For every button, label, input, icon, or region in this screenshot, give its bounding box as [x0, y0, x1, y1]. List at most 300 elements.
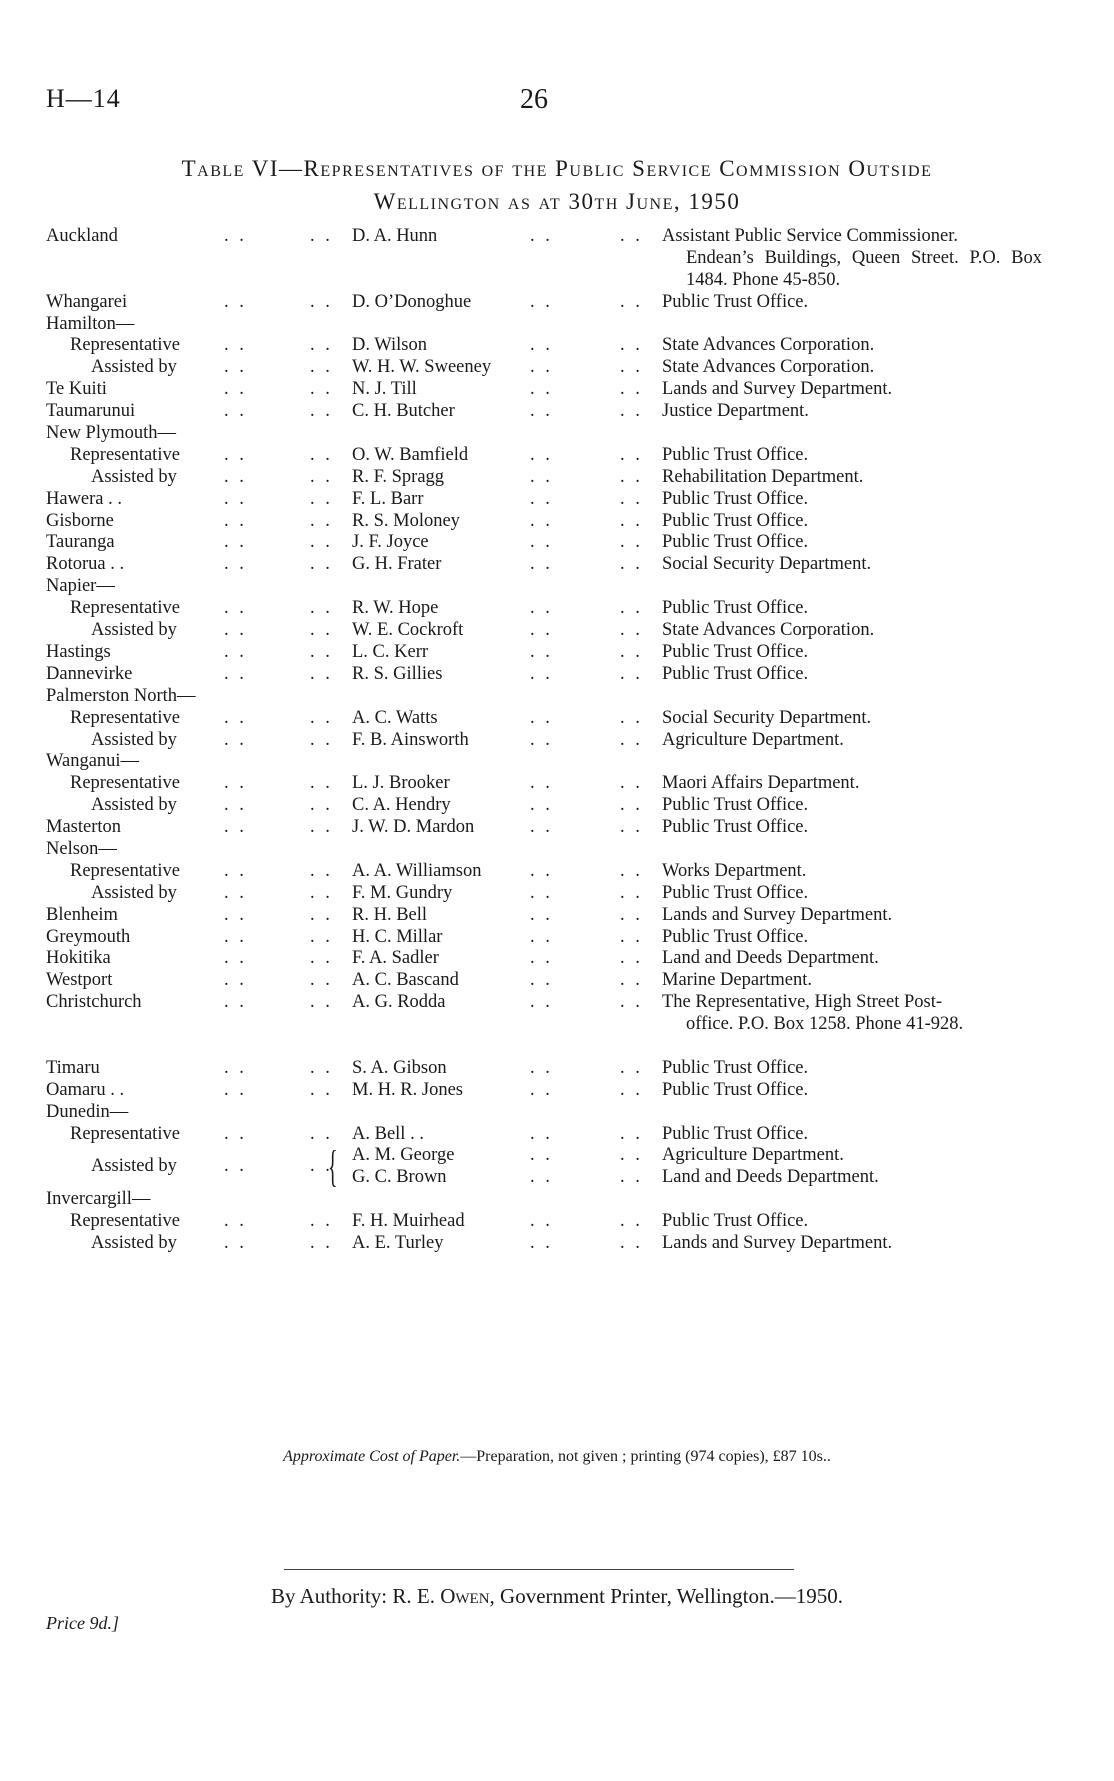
leader-dots: . . [620, 554, 643, 575]
place-label: Timaru [46, 1057, 100, 1078]
leader-dots: . . [620, 335, 643, 356]
leader-dots: . . [224, 729, 247, 750]
representative-name: C. H. Butcher [352, 401, 455, 422]
leader-dots: . . [310, 554, 333, 575]
leader-dots: . . [530, 401, 553, 422]
department-text: Public Trust Office. [662, 882, 809, 903]
table-row [0, 1142, 1114, 1192]
department [662, 401, 1042, 423]
table-row [0, 970, 1114, 992]
table-row [0, 708, 1114, 730]
leader-dots: . . [530, 1233, 553, 1254]
place-label: Auckland [46, 226, 118, 246]
leader-dots: . . [310, 904, 333, 925]
representative-name: L. J. Brooker [352, 773, 450, 794]
leader-dots: . . [530, 729, 553, 750]
page-number: 26 [520, 84, 548, 115]
table-row [0, 314, 1114, 336]
department-text: State Advances Corporation. [662, 620, 875, 641]
cost-text: —Preparation, not given ; printing (974 copies), £87 10s.. [460, 1448, 831, 1465]
table-row [0, 226, 1114, 292]
leader-dots: . . [530, 466, 553, 487]
leader-dots: . . [620, 860, 643, 881]
department-text: Land and Deeds Department. [662, 1167, 879, 1188]
department-text: Works Department. [662, 860, 807, 881]
place-label: Representative [70, 1211, 180, 1232]
representative-name: W. E. Cockroft [352, 620, 464, 641]
department-text: Public Trust Office. [662, 641, 809, 662]
table-row [0, 1211, 1114, 1233]
leader-dots: . . [620, 882, 643, 903]
leader-dots: . . [310, 488, 333, 509]
leader-dots: . . [620, 795, 643, 816]
department [662, 1058, 1042, 1080]
place-label: Taumarunui [46, 401, 136, 422]
representative-name: A. M. George [352, 1145, 455, 1166]
table-title-line-1: Table VI—Representatives of the Public Service Commission Outside [181, 156, 933, 181]
table-row [0, 598, 1114, 620]
leader-dots: . . [224, 510, 247, 531]
table-row [0, 335, 1114, 357]
leader-dots: . . [224, 401, 247, 422]
leader-dots: . . [310, 444, 333, 465]
authority-line [0, 1584, 1114, 1609]
leader-dots: . . [310, 532, 333, 553]
leader-dots: . . [530, 554, 553, 575]
place-label: Representative [70, 707, 180, 728]
leader-dots: . . [530, 226, 553, 246]
table-row [0, 401, 1114, 423]
department [662, 357, 1042, 379]
table-row [0, 423, 1114, 445]
leader-dots: . . [224, 904, 247, 925]
department [662, 1145, 1042, 1167]
leader-dots: . . [310, 970, 333, 991]
leader-dots: . . [224, 773, 247, 794]
leader-dots: . . [310, 1233, 333, 1254]
department [662, 620, 1042, 642]
authority-prefix: By Authority: R. E. [271, 1584, 441, 1608]
representative-name: N. J. Till [352, 379, 417, 400]
department [662, 532, 1042, 554]
leader-dots: . . [310, 291, 333, 312]
table-row [0, 1102, 1114, 1124]
table-row [0, 642, 1114, 664]
place-label: Hokitika [46, 948, 111, 969]
place-label: Blenheim [46, 904, 118, 925]
leader-dots: . . [530, 904, 553, 925]
leader-dots: . . [620, 379, 643, 400]
representative-name: J. F. Joyce [352, 532, 429, 553]
leader-dots: . . [224, 663, 247, 684]
leader-dots: . . [224, 532, 247, 553]
leader-dots: . . [224, 882, 247, 903]
leader-dots: . . [224, 707, 247, 728]
leader-dots: . . [310, 663, 333, 684]
department [662, 1080, 1042, 1102]
table-row [0, 686, 1114, 708]
leader-dots: . . [224, 1079, 247, 1100]
leader-dots: . . [224, 970, 247, 991]
place-label: Hamilton— [46, 313, 135, 334]
department [662, 708, 1042, 730]
table-row [0, 839, 1114, 861]
leader-dots: . . [224, 992, 247, 1013]
leader-dots: . . [530, 444, 553, 465]
leader-dots: . . [530, 773, 553, 794]
department-text: Public Trust Office. [662, 1123, 809, 1144]
leader-dots: . . [224, 335, 247, 356]
department-text: State Advances Corporation. [662, 335, 875, 356]
department [662, 1233, 1042, 1255]
department-text: State Advances Corporation. [662, 357, 875, 378]
place-label: Dunedin— [46, 1101, 129, 1122]
place-label: Representative [70, 860, 180, 881]
place-label: Tauranga [46, 532, 115, 553]
representative-name: D. O’Donoghue [352, 291, 472, 312]
department-text: Social Security Department. [662, 554, 872, 575]
leader-dots: . . [224, 379, 247, 400]
department-text: Marine Department. [662, 970, 812, 991]
leader-dots: . . [310, 948, 333, 969]
leader-dots: . . [310, 992, 333, 1013]
leader-dots: . . [530, 598, 553, 619]
place-label: Representative [70, 1123, 180, 1144]
place-label: Dannevirke [46, 663, 133, 684]
leader-dots: . . [530, 926, 553, 947]
table-row [0, 948, 1114, 970]
table-row [0, 905, 1114, 927]
leader-dots: . . [310, 817, 333, 838]
representative-name: G. C. Brown [352, 1167, 447, 1188]
department-text: Public Trust Office. [662, 598, 809, 619]
leader-dots: . . [620, 641, 643, 662]
leader-dots: . . [620, 401, 643, 422]
place-label: Assisted by [91, 1156, 177, 1177]
leader-dots: . . [620, 729, 643, 750]
leader-dots: . . [224, 226, 247, 246]
leader-dots: . . [224, 817, 247, 838]
leader-dots: . . [620, 226, 643, 246]
department [662, 642, 1042, 664]
place-label: New Plymouth— [46, 423, 177, 444]
page-ref: H—14 [46, 84, 121, 113]
leader-dots: . . [530, 992, 553, 1013]
department-text: Social Security Department. [662, 707, 872, 728]
leader-dots: . . [224, 926, 247, 947]
department [662, 795, 1042, 817]
representative-name: R. S. Moloney [352, 510, 460, 531]
department-address: Endean’s Buildings, Queen Street. P.O. Box 1484. Phone 45-850. [686, 247, 1042, 290]
place-label: Wanganui— [46, 751, 140, 772]
leader-dots: . . [620, 357, 643, 378]
table-row [0, 751, 1114, 773]
leader-dots: . . [530, 488, 553, 509]
representatives-table [0, 226, 1114, 1255]
department [662, 664, 1042, 686]
department-text: Justice Department. [662, 401, 809, 422]
leader-dots: . . [620, 1145, 643, 1166]
leader-dots: . . [310, 335, 333, 356]
leader-dots: . . [530, 1145, 553, 1166]
representative-name: J. W. D. Mardon [352, 817, 475, 838]
leader-dots: . . [224, 1123, 247, 1144]
department-text: Public Trust Office. [662, 532, 809, 553]
representative-name: C. A. Hendry [352, 795, 451, 816]
leader-dots: . . [620, 904, 643, 925]
leader-dots: . . [530, 357, 553, 378]
leader-dots: . . [310, 226, 333, 246]
department-text: Maori Affairs Department. [662, 773, 860, 794]
table-row [0, 1080, 1114, 1102]
department [662, 927, 1042, 949]
representative-name: S. A. Gibson [352, 1057, 447, 1078]
table-row [0, 795, 1114, 817]
place-label: Assisted by [91, 1233, 177, 1254]
department [662, 554, 1042, 576]
place-label: Westport [46, 970, 113, 991]
leader-dots: . . [310, 1156, 333, 1177]
table-row [0, 379, 1114, 401]
representative-name: A. C. Bascand [352, 970, 459, 991]
department-text: Assistant Public Service Commissioner. [662, 226, 958, 246]
leader-dots: . . [530, 510, 553, 531]
leader-dots: . . [530, 1079, 553, 1100]
place-label: Napier— [46, 576, 115, 597]
printer-name: Owen [440, 1584, 490, 1608]
authority-suffix: , Government Printer, Wellington.—1950. [489, 1584, 843, 1608]
representative-name: F. H. Muirhead [352, 1211, 465, 1232]
department-address: office. P.O. Box 1258. Phone 41-928. [686, 1014, 964, 1035]
table-row [0, 620, 1114, 642]
leader-dots: . . [530, 379, 553, 400]
representative-name: H. C. Millar [352, 926, 443, 947]
department [662, 292, 1042, 314]
table-row [0, 730, 1114, 752]
table-row [0, 576, 1114, 598]
table-row [0, 511, 1114, 533]
place-label: Representative [70, 773, 180, 794]
leader-dots: . . [224, 948, 247, 969]
leader-dots: . . [530, 707, 553, 728]
table-row [0, 1124, 1114, 1146]
leader-dots: . . [620, 926, 643, 947]
leader-dots: . . [620, 970, 643, 991]
representative-name: A. Bell . . [352, 1123, 424, 1144]
place-label: Oamaru . . [46, 1079, 125, 1100]
leader-dots: . . [224, 291, 247, 312]
department-text: Lands and Survey Department. [662, 379, 893, 400]
department [662, 970, 1042, 992]
leader-dots: . . [530, 795, 553, 816]
place-label: Palmerston North— [46, 685, 196, 706]
representative-name: O. W. Bamfield [352, 444, 469, 465]
representative-name: M. H. R. Jones [352, 1079, 464, 1100]
leader-dots: . . [530, 817, 553, 838]
representative-name: F. L. Barr [352, 488, 424, 509]
place-label: Assisted by [91, 620, 177, 641]
place-label: Hawera . . [46, 488, 123, 509]
table-row [0, 927, 1114, 949]
department-text: Public Trust Office. [662, 488, 809, 509]
department-text: Rehabilitation Department. [662, 466, 864, 487]
leader-dots: . . [620, 707, 643, 728]
leader-dots: . . [224, 554, 247, 575]
department [662, 598, 1042, 620]
leader-dots: . . [620, 1233, 643, 1254]
leader-dots: . . [310, 357, 333, 378]
leader-dots: . . [620, 773, 643, 794]
place-label: Representative [70, 335, 180, 356]
department [662, 861, 1042, 883]
table-row [0, 554, 1114, 576]
divider [284, 1569, 794, 1570]
place-label: Rotorua . . [46, 554, 125, 575]
department [662, 773, 1042, 795]
representative-name: G. H. Frater [352, 554, 442, 575]
leader-dots: . . [620, 1057, 643, 1078]
representative-name: F. M. Gundry [352, 882, 453, 903]
leader-dots: . . [620, 1211, 643, 1232]
place-label: Hastings [46, 641, 111, 662]
leader-dots: . . [530, 1167, 553, 1188]
department [662, 1124, 1042, 1146]
leader-dots: . . [620, 948, 643, 969]
table-row [0, 292, 1114, 314]
place-label: Assisted by [91, 795, 177, 816]
leader-dots: . . [530, 335, 553, 356]
representative-name: R. S. Gillies [352, 663, 443, 684]
department-text: Public Trust Office. [662, 663, 809, 684]
representative-name: A. G. Rodda [352, 992, 446, 1013]
department-text: Agriculture Department. [662, 729, 844, 750]
leader-dots: . . [620, 1167, 643, 1188]
leader-dots: . . [620, 1079, 643, 1100]
representative-name: R. H. Bell [352, 904, 428, 925]
table-row [0, 1058, 1114, 1080]
place-label: Greymouth [46, 926, 131, 947]
department-text: Public Trust Office. [662, 795, 809, 816]
leader-dots: . . [224, 620, 247, 641]
leader-dots: . . [310, 641, 333, 662]
leader-dots: . . [530, 620, 553, 641]
leader-dots: . . [310, 926, 333, 947]
table-row [0, 773, 1114, 795]
department-text: Public Trust Office. [662, 444, 809, 465]
department-text: Public Trust Office. [662, 926, 809, 947]
table-row [0, 532, 1114, 554]
table-row [0, 1233, 1114, 1255]
table-row [0, 817, 1114, 839]
department [662, 226, 1042, 292]
leader-dots: . . [620, 1123, 643, 1144]
department [662, 817, 1042, 839]
leader-dots: . . [224, 1156, 247, 1177]
cost-label: Approximate Cost of Paper. [283, 1448, 461, 1465]
leader-dots: . . [224, 466, 247, 487]
brace: { [328, 1142, 338, 1192]
leader-dots: . . [310, 620, 333, 641]
representative-name: A. A. Williamson [352, 860, 482, 881]
leader-dots: . . [310, 1123, 333, 1144]
leader-dots: . . [620, 817, 643, 838]
place-label: Whangarei [46, 291, 128, 312]
leader-dots: . . [224, 1057, 247, 1078]
table-row [0, 861, 1114, 883]
leader-dots: . . [224, 598, 247, 619]
department-text: Public Trust Office. [662, 291, 809, 312]
place-label: Assisted by [91, 357, 177, 378]
leader-dots: . . [310, 1079, 333, 1100]
leader-dots: . . [530, 1123, 553, 1144]
leader-dots: . . [224, 795, 247, 816]
leader-dots: . . [224, 1211, 247, 1232]
table-row [0, 883, 1114, 905]
leader-dots: . . [530, 970, 553, 991]
department-text: Public Trust Office. [662, 510, 809, 531]
place-label: Te Kuiti [46, 379, 107, 400]
department [662, 730, 1042, 752]
place-label: Assisted by [91, 729, 177, 750]
leader-dots: . . [310, 795, 333, 816]
leader-dots: . . [310, 466, 333, 487]
department [662, 379, 1042, 401]
leader-dots: . . [620, 620, 643, 641]
department [662, 335, 1042, 357]
leader-dots: . . [310, 882, 333, 903]
representative-name: R. W. Hope [352, 598, 439, 619]
representative-name: W. H. W. Sweeney [352, 357, 492, 378]
department [662, 992, 1042, 1036]
department-text: Agriculture Department. [662, 1145, 844, 1166]
department-text: Lands and Survey Department. [662, 1233, 893, 1254]
cost-of-paper [0, 1448, 1114, 1466]
place-label: Invercargill— [46, 1189, 151, 1210]
department-text: Lands and Survey Department. [662, 904, 893, 925]
representative-name: A. E. Turley [352, 1233, 444, 1254]
place-label: Assisted by [91, 466, 177, 487]
department [662, 948, 1042, 970]
representative-name: F. B. Ainsworth [352, 729, 469, 750]
leader-dots: . . [530, 882, 553, 903]
table-title [40, 152, 1074, 218]
department-text: Land and Deeds Department. [662, 948, 879, 969]
leader-dots: . . [530, 663, 553, 684]
department-text: Public Trust Office. [662, 1079, 809, 1100]
table-row [0, 467, 1114, 489]
representative-name: L. C. Kerr [352, 641, 429, 662]
leader-dots: . . [620, 663, 643, 684]
department-text: The Representative, High Street Post- [662, 992, 943, 1013]
leader-dots: . . [310, 510, 333, 531]
leader-dots: . . [620, 992, 643, 1013]
leader-dots: . . [224, 444, 247, 465]
department [662, 905, 1042, 927]
leader-dots: . . [530, 1211, 553, 1232]
leader-dots: . . [530, 532, 553, 553]
department-text: Public Trust Office. [662, 1211, 809, 1232]
department-text: Public Trust Office. [662, 1057, 809, 1078]
department-text: Public Trust Office. [662, 817, 809, 838]
leader-dots: . . [310, 773, 333, 794]
table-row [0, 1189, 1114, 1211]
leader-dots: . . [310, 707, 333, 728]
representative-name: A. C. Watts [352, 707, 438, 728]
price: Price 9d.] [46, 1613, 119, 1633]
leader-dots: . . [530, 291, 553, 312]
leader-dots: . . [620, 598, 643, 619]
leader-dots: . . [310, 401, 333, 422]
